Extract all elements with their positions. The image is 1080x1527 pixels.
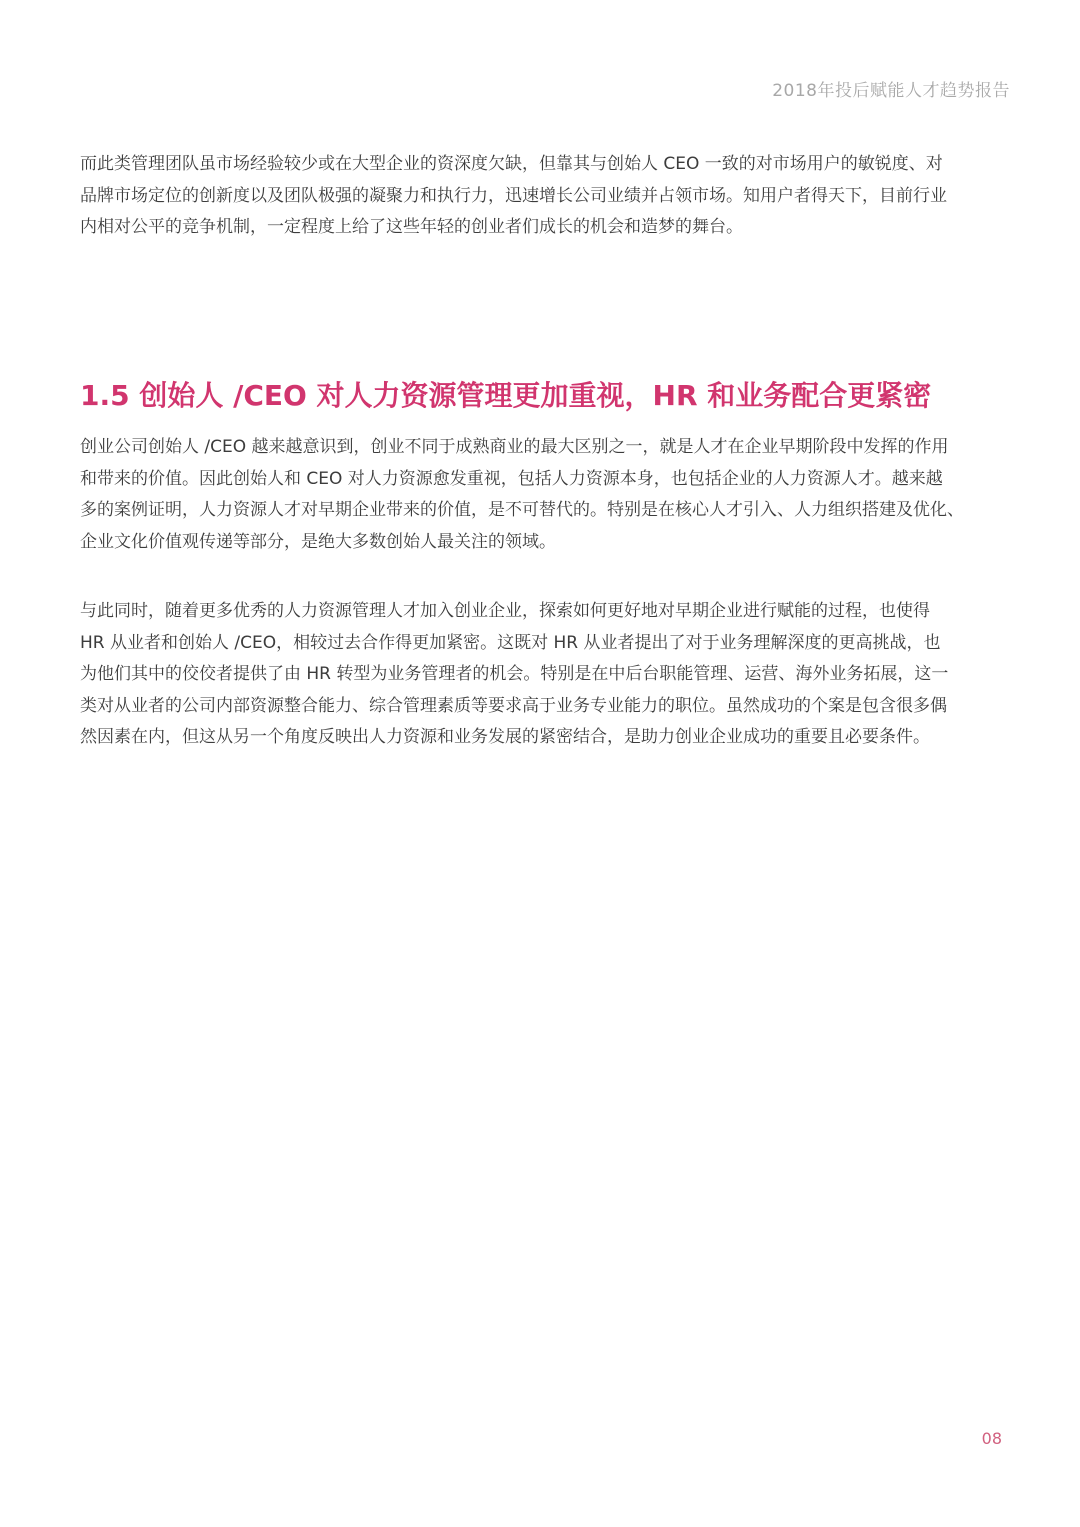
paragraph-line: 企业文化价值观传递等部分，是绝大多数创始人最关注的领域。 bbox=[80, 531, 556, 552]
paragraph-line: 品牌市场定位的创新度以及团队极强的凝聚力和执行力，迅速增长公司业绩并占领市场。知用户者得天下，目前行业 bbox=[80, 185, 947, 206]
paragraph-line: 而此类管理团队虽市场经验较少或在大型企业的资深度欠缺，但靠其与创始人 CEO 一致的对市场用户的敏锐度、对 bbox=[80, 154, 943, 174]
section-paragraph-1 bbox=[80, 432, 1012, 558]
paragraph-line: 与此同时，随着更多优秀的人力资源管理人才加入创业企业，探索如何更好地对早期企业进行赋能的过程，也使得 bbox=[80, 601, 930, 621]
paragraph-line: 然因素在内，但这从另一个角度反映出人力资源和业务发展的紧密结合，是助力创业企业成功的重要且必要条件。 bbox=[80, 727, 930, 747]
paragraph-line: HR 从业者和创始人 /CEO，相较过去合作得更加紧密。这既对 HR 从业者提出了对于业务理解深度的更高挑战，也 bbox=[80, 632, 941, 653]
paragraph-line: 创业公司创始人 /CEO 越来越意识到，创业不同于成熟商业的最大区别之一，就是人才在企业早期阶段中发挥的作用 bbox=[80, 437, 949, 457]
section-paragraph-2 bbox=[80, 596, 1012, 754]
paragraph-line: 类对从业者的公司内部资源整合能力、综合管理素质等要求高于业务专业能力的职位。虽然成功的个案是包含很多偶 bbox=[80, 695, 947, 716]
paragraph-line: 为他们其中的佼佼者提供了由 HR 转型为业务管理者的机会。特别是在中后台职能管理、运营、海外业务拓展，这一 bbox=[80, 664, 949, 684]
intro-paragraph bbox=[80, 149, 1012, 244]
paragraph-line: 内相对公平的竞争机制，一定程度上给了这些年轻的创业者们成长的机会和造梦的舞台。 bbox=[80, 217, 743, 237]
paragraph-line: 多的案例证明，人力资源人才对早期企业带来的价值，是不可替代的。特别是在核心人才引入、人力组织搭建及优化、 bbox=[80, 500, 964, 520]
report-title-header: 2018年投后赋能人才趋势报告 bbox=[772, 81, 1010, 101]
page-number: 08 bbox=[981, 1429, 1002, 1448]
paragraph-line: 和带来的价值。因此创始人和 CEO 对人力资源愈发重视，包括人力资源本身，也包括企业的人力资源人才。越来越 bbox=[80, 468, 943, 489]
section-heading: 1.5 创始人 /CEO 对人力资源管理更加重视，HR 和业务配合更紧密 bbox=[80, 379, 932, 412]
